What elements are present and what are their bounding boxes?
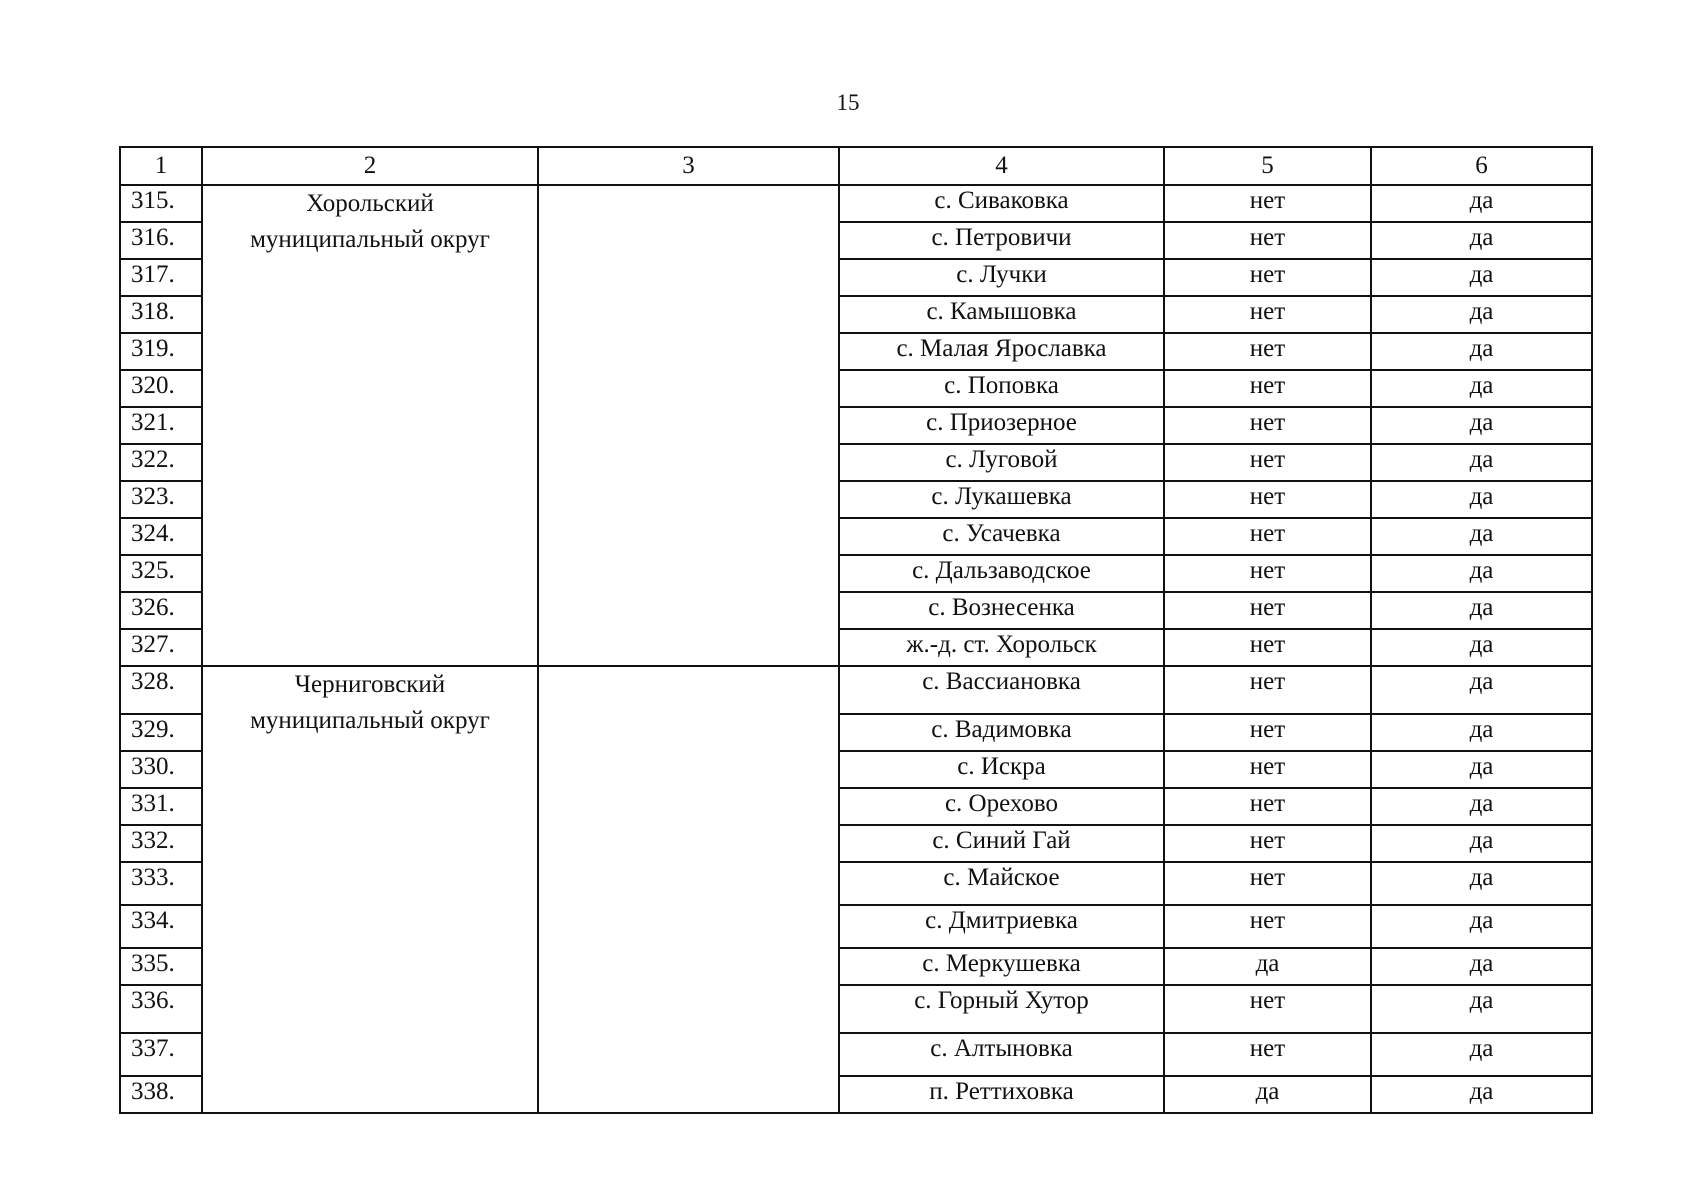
column-6-value: да (1371, 555, 1592, 592)
column-6-value: да (1371, 948, 1592, 985)
row-number: 335. (120, 948, 202, 985)
column-6-value: да (1371, 296, 1592, 333)
row-number: 323. (120, 481, 202, 518)
column-number: 6 (1371, 147, 1592, 185)
column-5-value: нет (1164, 407, 1371, 444)
column-5-value: нет (1164, 788, 1371, 825)
district-name-line: муниципальный округ (250, 226, 490, 253)
row-number: 319. (120, 333, 202, 370)
row-number: 320. (120, 370, 202, 407)
locality-name: с. Меркушевка (839, 948, 1164, 985)
column-5-value: нет (1164, 666, 1371, 714)
column-number: 5 (1164, 147, 1371, 185)
column-5-value: нет (1164, 862, 1371, 905)
row-number: 324. (120, 518, 202, 555)
column-number: 4 (839, 147, 1164, 185)
column-number-row (120, 147, 1592, 185)
column-6-value: да (1371, 222, 1592, 259)
locality-name: с. Майское (839, 862, 1164, 905)
column-6-value: да (1371, 407, 1592, 444)
column-5-value: нет (1164, 555, 1371, 592)
column-5-value: нет (1164, 1033, 1371, 1076)
column-5-value: нет (1164, 296, 1371, 333)
locality-name: с. Горный Хутор (839, 985, 1164, 1033)
column-5-value: нет (1164, 905, 1371, 948)
column-6-value: да (1371, 481, 1592, 518)
locality-name: с. Алтыновка (839, 1033, 1164, 1076)
row-number: 328. (120, 666, 202, 714)
locality-name: с. Синий Гай (839, 825, 1164, 862)
column-3-cell (538, 185, 839, 666)
column-5-value: нет (1164, 185, 1371, 222)
column-6-value: да (1371, 592, 1592, 629)
column-5-value: нет (1164, 333, 1371, 370)
column-5-value: нет (1164, 259, 1371, 296)
column-6-value: да (1371, 518, 1592, 555)
row-number: 329. (120, 714, 202, 751)
column-6-value: да (1371, 862, 1592, 905)
locality-name: с. Лучки (839, 259, 1164, 296)
column-5-value: нет (1164, 825, 1371, 862)
column-number: 2 (202, 147, 538, 185)
column-5-value: нет (1164, 481, 1371, 518)
locality-name: с. Дальзаводское (839, 555, 1164, 592)
page-number: 15 (836, 90, 860, 115)
row-number: 330. (120, 751, 202, 788)
row-number: 316. (120, 222, 202, 259)
column-6-value: да (1371, 985, 1592, 1033)
column-number: 1 (120, 147, 202, 185)
locality-name: с. Луговой (839, 444, 1164, 481)
column-6-value: да (1371, 1076, 1592, 1113)
locality-name: с. Искра (839, 751, 1164, 788)
column-6-value: да (1371, 185, 1592, 222)
column-6-value: да (1371, 259, 1592, 296)
row-number: 322. (120, 444, 202, 481)
column-5-value: нет (1164, 985, 1371, 1033)
locality-name: с. Вассиановка (839, 666, 1164, 714)
row-number: 332. (120, 825, 202, 862)
column-6-value: да (1371, 788, 1592, 825)
row-number: 334. (120, 905, 202, 948)
locality-name: п. Реттиховка (839, 1076, 1164, 1113)
row-number: 321. (120, 407, 202, 444)
locality-name: с. Лукашевка (839, 481, 1164, 518)
row-number: 318. (120, 296, 202, 333)
table-row (120, 185, 1592, 222)
locality-name: с. Вознесенка (839, 592, 1164, 629)
column-6-value: да (1371, 905, 1592, 948)
row-number: 315. (120, 185, 202, 222)
column-6-value: да (1371, 444, 1592, 481)
column-5-value: да (1164, 948, 1371, 985)
column-number: 3 (538, 147, 839, 185)
locality-name: с. Сиваковка (839, 185, 1164, 222)
column-6-value: да (1371, 333, 1592, 370)
district-name-line: Черниговский (294, 671, 446, 698)
locality-name: с. Дмитриевка (839, 905, 1164, 948)
column-5-value: нет (1164, 370, 1371, 407)
locality-name: ж.-д. ст. Хорольск (839, 629, 1164, 666)
column-5-value: нет (1164, 751, 1371, 788)
column-6-value: да (1371, 1033, 1592, 1076)
column-6-value: да (1371, 751, 1592, 788)
district-name-line: муниципальный округ (250, 707, 490, 734)
column-5-value: нет (1164, 518, 1371, 555)
column-5-value: нет (1164, 629, 1371, 666)
locality-name: с. Орехово (839, 788, 1164, 825)
district-name (202, 666, 538, 1113)
locality-name: с. Приозерное (839, 407, 1164, 444)
row-number: 326. (120, 592, 202, 629)
settlements-table (119, 146, 1593, 1114)
district-name (202, 185, 538, 666)
column-5-value: нет (1164, 444, 1371, 481)
row-number: 337. (120, 1033, 202, 1076)
row-number: 336. (120, 985, 202, 1033)
locality-name: с. Усачевка (839, 518, 1164, 555)
locality-name: с. Камышовка (839, 296, 1164, 333)
locality-name: с. Петровичи (839, 222, 1164, 259)
column-5-value: нет (1164, 592, 1371, 629)
column-6-value: да (1371, 370, 1592, 407)
locality-name: с. Вадимовка (839, 714, 1164, 751)
row-number: 331. (120, 788, 202, 825)
district-name-line: Хорольский (306, 190, 434, 217)
table-row (120, 666, 1592, 714)
column-6-value: да (1371, 714, 1592, 751)
column-3-cell (538, 666, 839, 1113)
column-5-value: нет (1164, 714, 1371, 751)
row-number: 317. (120, 259, 202, 296)
row-number: 325. (120, 555, 202, 592)
locality-name: с. Поповка (839, 370, 1164, 407)
column-6-value: да (1371, 666, 1592, 714)
row-number: 327. (120, 629, 202, 666)
column-6-value: да (1371, 629, 1592, 666)
row-number: 338. (120, 1076, 202, 1113)
column-5-value: нет (1164, 222, 1371, 259)
row-number: 333. (120, 862, 202, 905)
column-6-value: да (1371, 825, 1592, 862)
column-5-value: да (1164, 1076, 1371, 1113)
locality-name: с. Малая Ярославка (839, 333, 1164, 370)
